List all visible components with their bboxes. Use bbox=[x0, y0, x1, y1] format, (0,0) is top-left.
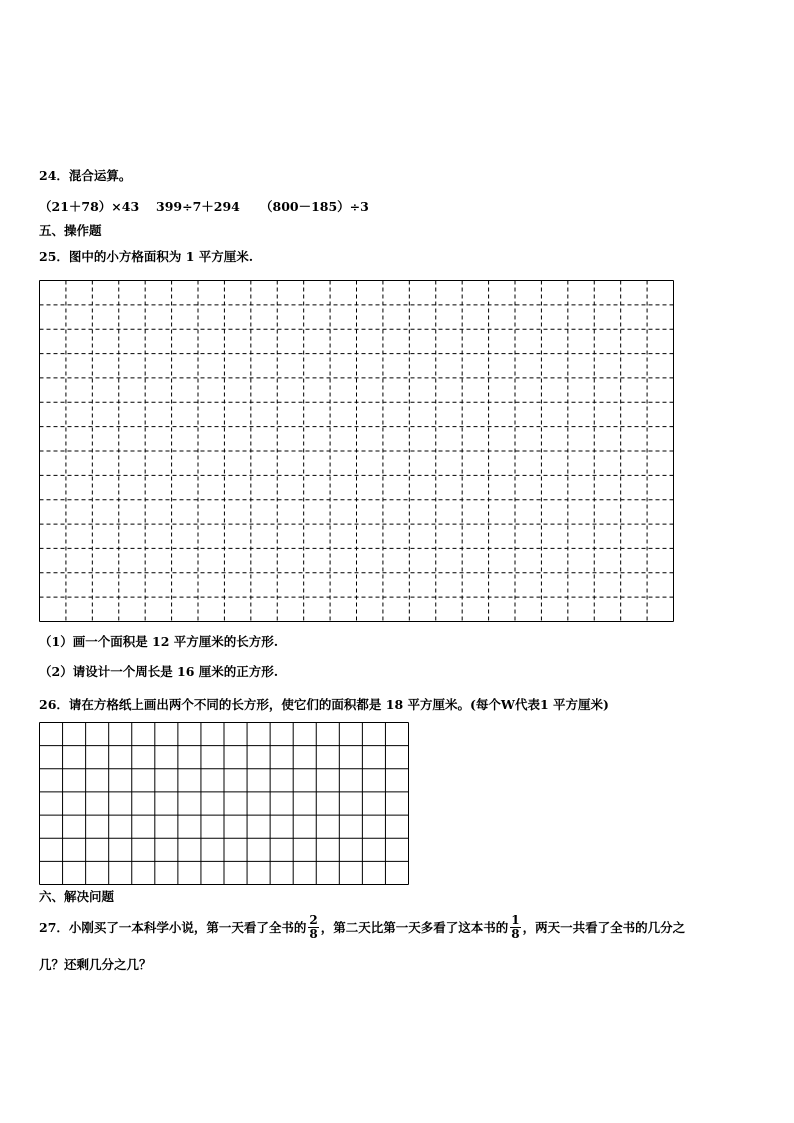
q27-fraction-1-denominator: 8 bbox=[309, 927, 318, 941]
q27-text-c: ，两天一共看了全书的几分之 bbox=[522, 920, 686, 935]
q25-dashed-grid bbox=[39, 280, 674, 622]
q25-part-2: （2）请设计一个周长是 16 厘米的正方形. bbox=[39, 664, 279, 679]
q27-fraction-2-denominator: 8 bbox=[511, 927, 520, 941]
q25-part-1: （1）画一个面积是 12 平方厘米的长方形. bbox=[39, 634, 279, 649]
q25-title: 25．图中的小方格面积为 1 平方厘米. bbox=[39, 249, 254, 264]
q27-fraction-2-numerator: 1 bbox=[511, 913, 520, 927]
section-5-title: 五、操作题 bbox=[39, 223, 102, 238]
section-6-title: 六、解决问题 bbox=[39, 889, 115, 904]
q27-line-1 bbox=[39, 913, 685, 943]
q27-fraction-2 bbox=[510, 914, 520, 941]
q27-text-b: ，第二天比第一天多看了这本书的 bbox=[320, 920, 509, 935]
q24-title: 24．混合运算。 bbox=[39, 168, 132, 183]
q27-fraction-1 bbox=[308, 914, 318, 941]
q27-text-a: 27．小刚买了一本科学小说，第一天看了全书的 bbox=[39, 920, 307, 935]
q26-solid-grid bbox=[39, 722, 409, 885]
q27-line-2: 几？还剩几分之几？ bbox=[39, 957, 152, 972]
q27-fraction-1-numerator: 2 bbox=[309, 913, 318, 927]
q24-expr-1: （21＋78）×43 bbox=[39, 199, 140, 214]
q26-title: 26．请在方格纸上画出两个不同的长方形，使它们的面积都是 18 平方厘米。(每个W代表1 平方厘米) bbox=[39, 697, 609, 712]
q24-expr-2: 399÷7＋294 bbox=[156, 199, 240, 214]
q24-expr-3: （800－185）÷3 bbox=[260, 199, 369, 214]
q24-expressions bbox=[39, 199, 369, 215]
